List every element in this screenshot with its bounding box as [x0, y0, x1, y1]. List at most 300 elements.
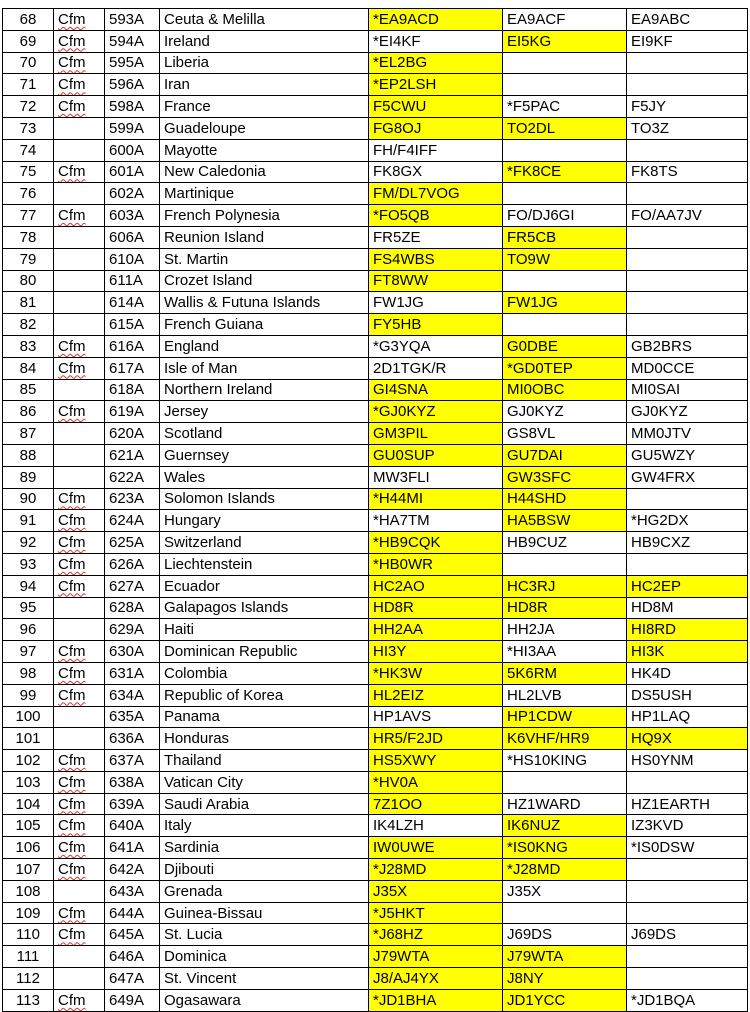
- callsign-2-text: HH2JA: [507, 621, 555, 639]
- table-row: [3, 532, 748, 554]
- callsign-1-text: *EL2BG: [373, 54, 428, 72]
- callsign-1-cell: [369, 619, 503, 641]
- callsign-3-cell: [627, 859, 748, 881]
- callsign-1-text: 7Z1OO: [373, 795, 423, 813]
- confirmed-cell: [54, 161, 105, 183]
- entity-code-text: 635A: [109, 708, 145, 726]
- entity-code-cell: [105, 270, 160, 292]
- row-number-cell: [3, 444, 54, 466]
- confirmed-cell: [54, 401, 105, 423]
- callsign-1-cell: [369, 117, 503, 139]
- confirmed-cell: [54, 117, 105, 139]
- entity-name-cell: [160, 139, 369, 161]
- confirmed-text: Cfm: [58, 686, 86, 704]
- entity-name-text: Dominican Republic: [164, 643, 298, 660]
- entity-code-cell: [105, 117, 160, 139]
- callsign-3-cell: [627, 161, 748, 183]
- table-row: [3, 335, 748, 357]
- callsign-3-cell: [627, 379, 748, 401]
- row-number-cell: [3, 205, 54, 227]
- entity-name-text: Sardinia: [164, 839, 220, 857]
- row-number-cell: [3, 837, 54, 859]
- callsign-1-text: *HV0A: [373, 773, 419, 791]
- callsign-2-cell: [503, 989, 627, 1011]
- entity-code-text: 647A: [109, 969, 145, 987]
- table-row: [3, 553, 748, 575]
- entity-code-text: 638A: [109, 773, 145, 791]
- confirmed-cell: [54, 335, 105, 357]
- entity-code-cell: [105, 292, 160, 314]
- confirmed-text: Cfm: [58, 991, 86, 1009]
- callsign-1-text: FY5HB: [373, 316, 422, 334]
- table-row: [3, 292, 748, 314]
- callsign-1-cell: [369, 728, 503, 750]
- row-number-cell: [3, 270, 54, 292]
- entity-name-text: Guernsey: [164, 446, 230, 464]
- callsign-2-text: JD1YCC: [507, 991, 566, 1009]
- callsign-1-cell: [369, 335, 503, 357]
- entity-name-text: New Caledonia: [164, 163, 266, 181]
- entity-name-text: Wallis & Futuna Islands: [164, 294, 321, 312]
- entity-code-text: 621A: [109, 446, 145, 464]
- callsign-3-text: GW4FRX: [631, 468, 696, 486]
- row-number-cell: [3, 401, 54, 423]
- row-number-text: 72: [19, 98, 37, 116]
- callsign-3-cell: [627, 423, 748, 445]
- entity-code-text: 615A: [109, 316, 145, 334]
- callsign-2-text: *F5PAC: [507, 98, 561, 116]
- callsign-2-text: J79WTA: [507, 948, 564, 966]
- entity-code-text: 614A: [109, 294, 145, 312]
- entity-name-text: Dominica: [164, 948, 227, 966]
- table-row: [3, 52, 748, 74]
- callsign-2-cell: [503, 771, 627, 793]
- callsign-1-text: FG8OJ: [373, 119, 422, 137]
- callsign-1-text: HL2EIZ: [373, 686, 424, 704]
- row-number-cell: [3, 575, 54, 597]
- confirmed-cell: [54, 728, 105, 750]
- callsign-2-cell: [503, 510, 627, 532]
- row-number-cell: [3, 793, 54, 815]
- row-number-text: 68: [19, 10, 37, 28]
- callsign-3-cell: [627, 793, 748, 815]
- entity-name-cell: [160, 205, 369, 227]
- row-number-cell: [3, 619, 54, 641]
- entity-code-cell: [105, 771, 160, 793]
- callsign-2-cell: [503, 597, 627, 619]
- callsign-1-cell: [369, 205, 503, 227]
- callsign-2-text: HD8R: [507, 599, 548, 617]
- entity-code-text: 620A: [109, 425, 145, 443]
- entity-name-cell: [160, 292, 369, 314]
- entity-code-text: 616A: [109, 337, 145, 355]
- callsign-2-text: HC3RJ: [507, 577, 556, 595]
- callsign-2-cell: [503, 728, 627, 750]
- row-number-cell: [3, 226, 54, 248]
- confirmed-text: Cfm: [58, 163, 86, 181]
- entity-code-text: 600A: [109, 141, 145, 159]
- confirmed-cell: [54, 423, 105, 445]
- entity-code-text: 623A: [109, 490, 145, 508]
- entity-code-text: 610A: [109, 250, 145, 268]
- callsign-1-cell: [369, 859, 503, 881]
- callsign-2-cell: [503, 357, 627, 379]
- entity-code-cell: [105, 183, 160, 205]
- confirmed-cell: [54, 52, 105, 74]
- row-number-text: 77: [19, 207, 37, 225]
- row-number-text: 73: [19, 119, 37, 137]
- confirmed-text: Cfm: [58, 534, 86, 552]
- row-number-text: 86: [19, 403, 37, 421]
- entity-name-cell: [160, 771, 369, 793]
- confirmed-cell: [54, 989, 105, 1011]
- callsign-1-cell: [369, 837, 503, 859]
- callsign-2-text: TO2DL: [507, 119, 556, 137]
- callsign-1-cell: [369, 357, 503, 379]
- entity-name-text: Honduras: [164, 730, 230, 748]
- confirmed-cell: [54, 444, 105, 466]
- row-number-cell: [3, 96, 54, 118]
- confirmed-cell: [54, 510, 105, 532]
- entity-code-text: 622A: [109, 468, 145, 486]
- entity-code-cell: [105, 989, 160, 1011]
- entity-code-cell: [105, 968, 160, 990]
- entity-code-cell: [105, 314, 160, 336]
- callsign-2-cell: [503, 205, 627, 227]
- entity-name-text: French Polynesia: [164, 207, 280, 225]
- callsign-2-text: HZ1WARD: [507, 795, 581, 813]
- callsign-1-cell: [369, 924, 503, 946]
- row-number-cell: [3, 9, 54, 31]
- table-row: [3, 117, 748, 139]
- row-number-text: 96: [19, 621, 37, 639]
- entity-code-text: 646A: [109, 948, 145, 966]
- callsign-3-text: HI8RD: [631, 621, 677, 639]
- callsign-2-cell: [503, 117, 627, 139]
- callsign-2-cell: [503, 139, 627, 161]
- confirmed-cell: [54, 205, 105, 227]
- table-row: [3, 357, 748, 379]
- callsign-3-cell: [627, 968, 748, 990]
- callsign-1-cell: [369, 641, 503, 663]
- callsign-1-text: J35X: [373, 882, 408, 900]
- callsign-3-text: GJ0KYZ: [631, 403, 688, 421]
- callsign-1-text: HR5/F2JD: [373, 730, 444, 748]
- callsign-2-cell: [503, 423, 627, 445]
- row-number-cell: [3, 335, 54, 357]
- entity-code-text: 595A: [109, 54, 145, 72]
- entity-code-cell: [105, 662, 160, 684]
- entity-name-text: French Guiana: [164, 316, 264, 334]
- confirmed-cell: [54, 837, 105, 859]
- callsign-2-cell: [503, 750, 627, 772]
- callsign-2-cell: [503, 444, 627, 466]
- callsign-3-cell: [627, 401, 748, 423]
- callsign-3-cell: [627, 662, 748, 684]
- confirmed-cell: [54, 706, 105, 728]
- entity-code-text: 596A: [109, 76, 145, 94]
- row-number-cell: [3, 989, 54, 1011]
- callsign-1-cell: [369, 183, 503, 205]
- entity-code-cell: [105, 619, 160, 641]
- callsign-2-text: GW3SFC: [507, 468, 572, 486]
- entity-name-cell: [160, 859, 369, 881]
- entity-name-text: Solomon Islands: [164, 490, 275, 508]
- confirmed-cell: [54, 553, 105, 575]
- confirmed-cell: [54, 924, 105, 946]
- row-number-cell: [3, 510, 54, 532]
- row-number-text: 94: [19, 577, 37, 595]
- entity-name-cell: [160, 423, 369, 445]
- callsign-1-text: *HA7TM: [373, 512, 430, 530]
- callsign-2-text: *HI3AA: [507, 643, 557, 660]
- row-number-text: 87: [19, 425, 37, 443]
- callsign-1-text: GI4SNA: [373, 381, 429, 399]
- callsign-1-cell: [369, 96, 503, 118]
- entity-name-cell: [160, 968, 369, 990]
- entity-name-cell: [160, 880, 369, 902]
- callsign-1-cell: [369, 423, 503, 445]
- entity-name-text: St. Martin: [164, 250, 229, 268]
- callsign-2-cell: [503, 30, 627, 52]
- row-number-text: 107: [15, 860, 41, 878]
- entity-name-cell: [160, 553, 369, 575]
- callsign-2-text: HL2LVB: [507, 686, 562, 704]
- callsign-2-cell: [503, 74, 627, 96]
- callsign-3-cell: [627, 880, 748, 902]
- callsign-3-text: HD8M: [631, 599, 674, 617]
- table-row: [3, 423, 748, 445]
- entity-name-text: St. Lucia: [164, 926, 223, 944]
- callsign-3-text: EI9KF: [631, 32, 673, 50]
- table-row: [3, 946, 748, 968]
- callsign-1-text: *HK3W: [373, 664, 423, 682]
- entity-name-text: Saudi Arabia: [164, 795, 250, 813]
- row-number-text: 98: [19, 664, 37, 682]
- entity-code-cell: [105, 575, 160, 597]
- callsign-1-text: GU0SUP: [373, 446, 435, 464]
- callsign-1-text: *HB0WR: [373, 555, 434, 573]
- callsign-3-text: MM0JTV: [631, 425, 691, 443]
- callsign-1-text: FH/F4IFF: [373, 141, 438, 159]
- callsign-2-cell: [503, 946, 627, 968]
- table-row: [3, 619, 748, 641]
- row-number-cell: [3, 117, 54, 139]
- entity-code-cell: [105, 335, 160, 357]
- table-row: [3, 902, 748, 924]
- entity-name-cell: [160, 488, 369, 510]
- row-number-text: 110: [16, 926, 40, 944]
- callsign-1-text: *EP2LSH: [373, 76, 437, 94]
- table-row: [3, 161, 748, 183]
- entity-name-cell: [160, 314, 369, 336]
- entity-code-text: 639A: [109, 795, 145, 813]
- entity-code-text: 649A: [109, 991, 145, 1009]
- callsign-1-text: *EI4KF: [373, 32, 421, 50]
- callsign-3-text: IZ3KVD: [631, 817, 684, 835]
- callsign-1-text: HS5XWY: [373, 751, 437, 769]
- entity-name-cell: [160, 684, 369, 706]
- row-number-text: 83: [19, 337, 37, 355]
- row-number-text: 112: [16, 969, 40, 987]
- entity-code-text: 636A: [109, 730, 145, 748]
- callsign-1-cell: [369, 968, 503, 990]
- entity-name-text: Ceuta & Melilla: [164, 10, 265, 28]
- callsign-2-text: FO/DJ6GI: [507, 207, 575, 225]
- callsign-1-cell: [369, 161, 503, 183]
- callsign-3-cell: [627, 837, 748, 859]
- callsign-3-cell: [627, 183, 748, 205]
- callsign-3-cell: [627, 9, 748, 31]
- entity-code-cell: [105, 30, 160, 52]
- entity-name-text: Switzerland: [164, 534, 242, 552]
- callsign-2-cell: [503, 793, 627, 815]
- row-number-cell: [3, 30, 54, 52]
- table-row: [3, 815, 748, 837]
- callsign-2-text: EI5KG: [507, 32, 552, 50]
- entity-code-cell: [105, 226, 160, 248]
- confirmed-cell: [54, 96, 105, 118]
- entity-name-text: Guinea-Bissau: [164, 904, 263, 922]
- entity-name-text: Djibouti: [164, 860, 215, 878]
- callsign-1-text: *HB9CQK: [373, 534, 441, 552]
- confirmed-cell: [54, 292, 105, 314]
- callsign-3-text: FK8TS: [631, 163, 678, 181]
- entity-code-cell: [105, 488, 160, 510]
- entity-name-cell: [160, 183, 369, 205]
- entity-code-cell: [105, 423, 160, 445]
- table-row: [3, 205, 748, 227]
- callsign-1-text: J8/AJ4YX: [373, 969, 439, 987]
- callsign-2-text: IK6NUZ: [507, 817, 561, 835]
- table-row: [3, 968, 748, 990]
- callsign-1-cell: [369, 292, 503, 314]
- callsign-2-text: TO9W: [507, 250, 551, 268]
- row-number-cell: [3, 728, 54, 750]
- table-body: [3, 9, 748, 1012]
- table-row: [3, 401, 748, 423]
- confirmed-cell: [54, 466, 105, 488]
- callsign-3-cell: [627, 292, 748, 314]
- confirmed-text: Cfm: [58, 860, 86, 878]
- table-row: [3, 510, 748, 532]
- confirmed-text: Cfm: [58, 577, 86, 595]
- table-row: [3, 248, 748, 270]
- callsign-3-cell: [627, 205, 748, 227]
- callsign-3-text: HQ9X: [631, 730, 672, 748]
- callsign-1-text: HD8R: [373, 599, 414, 617]
- callsign-3-cell: [627, 597, 748, 619]
- entity-code-cell: [105, 880, 160, 902]
- callsign-2-cell: [503, 466, 627, 488]
- confirmed-cell: [54, 750, 105, 772]
- entity-code-cell: [105, 859, 160, 881]
- callsign-3-text: HC2EP: [631, 577, 682, 595]
- callsign-3-text: FO/AA7JV: [631, 207, 702, 225]
- callsign-1-text: 2D1TGK/R: [373, 359, 447, 377]
- entity-name-text: Vatican City: [164, 773, 243, 791]
- row-number-cell: [3, 859, 54, 881]
- row-number-cell: [3, 314, 54, 336]
- callsign-3-text: GB2BRS: [631, 337, 692, 355]
- confirmed-text: Cfm: [58, 751, 86, 769]
- confirmed-cell: [54, 902, 105, 924]
- entity-code-cell: [105, 728, 160, 750]
- confirmed-cell: [54, 379, 105, 401]
- callsign-1-text: MW3FLI: [373, 468, 430, 486]
- row-number-cell: [3, 161, 54, 183]
- callsign-2-cell: [503, 575, 627, 597]
- callsign-2-text: HA5BSW: [507, 512, 571, 530]
- callsign-3-cell: [627, 771, 748, 793]
- callsign-2-cell: [503, 902, 627, 924]
- callsign-2-cell: [503, 52, 627, 74]
- entity-code-text: 641A: [109, 839, 145, 857]
- row-number-cell: [3, 968, 54, 990]
- entity-code-text: 643A: [109, 882, 145, 900]
- row-number-cell: [3, 357, 54, 379]
- entity-name-cell: [160, 96, 369, 118]
- callsign-2-cell: [503, 9, 627, 31]
- table-row: [3, 488, 748, 510]
- entity-name-text: Italy: [164, 817, 192, 835]
- entity-code-cell: [105, 74, 160, 96]
- callsign-3-cell: [627, 488, 748, 510]
- callsign-1-text: IK4LZH: [373, 817, 424, 835]
- callsign-2-cell: [503, 815, 627, 837]
- entity-code-cell: [105, 924, 160, 946]
- table-row: [3, 270, 748, 292]
- confirmed-text: Cfm: [58, 32, 86, 50]
- callsign-1-cell: [369, 444, 503, 466]
- callsign-1-text: F5CWU: [373, 98, 427, 116]
- row-number-text: 109: [15, 904, 41, 922]
- entity-name-cell: [160, 706, 369, 728]
- callsign-2-text: FW1JG: [507, 294, 558, 312]
- confirmed-text: Cfm: [58, 403, 86, 421]
- confirmed-cell: [54, 139, 105, 161]
- entity-name-cell: [160, 510, 369, 532]
- row-number-text: 101: [15, 730, 41, 748]
- entity-code-cell: [105, 52, 160, 74]
- confirmed-text: Cfm: [58, 926, 86, 944]
- entity-code-text: 627A: [109, 577, 145, 595]
- confirmed-cell: [54, 662, 105, 684]
- confirmed-text: Cfm: [58, 207, 86, 225]
- confirmed-cell: [54, 859, 105, 881]
- entity-code-text: 624A: [109, 512, 145, 530]
- callsign-2-text: *HS10KING: [507, 751, 588, 769]
- entity-code-text: 611A: [109, 272, 143, 290]
- callsign-2-text: 5K6RM: [507, 664, 558, 682]
- entity-name-text: Reunion Island: [164, 228, 265, 246]
- callsign-3-cell: [627, 641, 748, 663]
- callsign-1-cell: [369, 379, 503, 401]
- entity-name-cell: [160, 837, 369, 859]
- entity-name-cell: [160, 793, 369, 815]
- entity-name-text: Haiti: [164, 621, 195, 639]
- confirmed-cell: [54, 226, 105, 248]
- entity-code-cell: [105, 532, 160, 554]
- confirmed-text: Cfm: [58, 76, 86, 94]
- entity-code-cell: [105, 9, 160, 31]
- row-number-cell: [3, 815, 54, 837]
- callsign-1-cell: [369, 466, 503, 488]
- callsign-2-cell: [503, 859, 627, 881]
- callsign-1-cell: [369, 706, 503, 728]
- callsign-2-cell: [503, 314, 627, 336]
- row-number-text: 82: [19, 316, 37, 334]
